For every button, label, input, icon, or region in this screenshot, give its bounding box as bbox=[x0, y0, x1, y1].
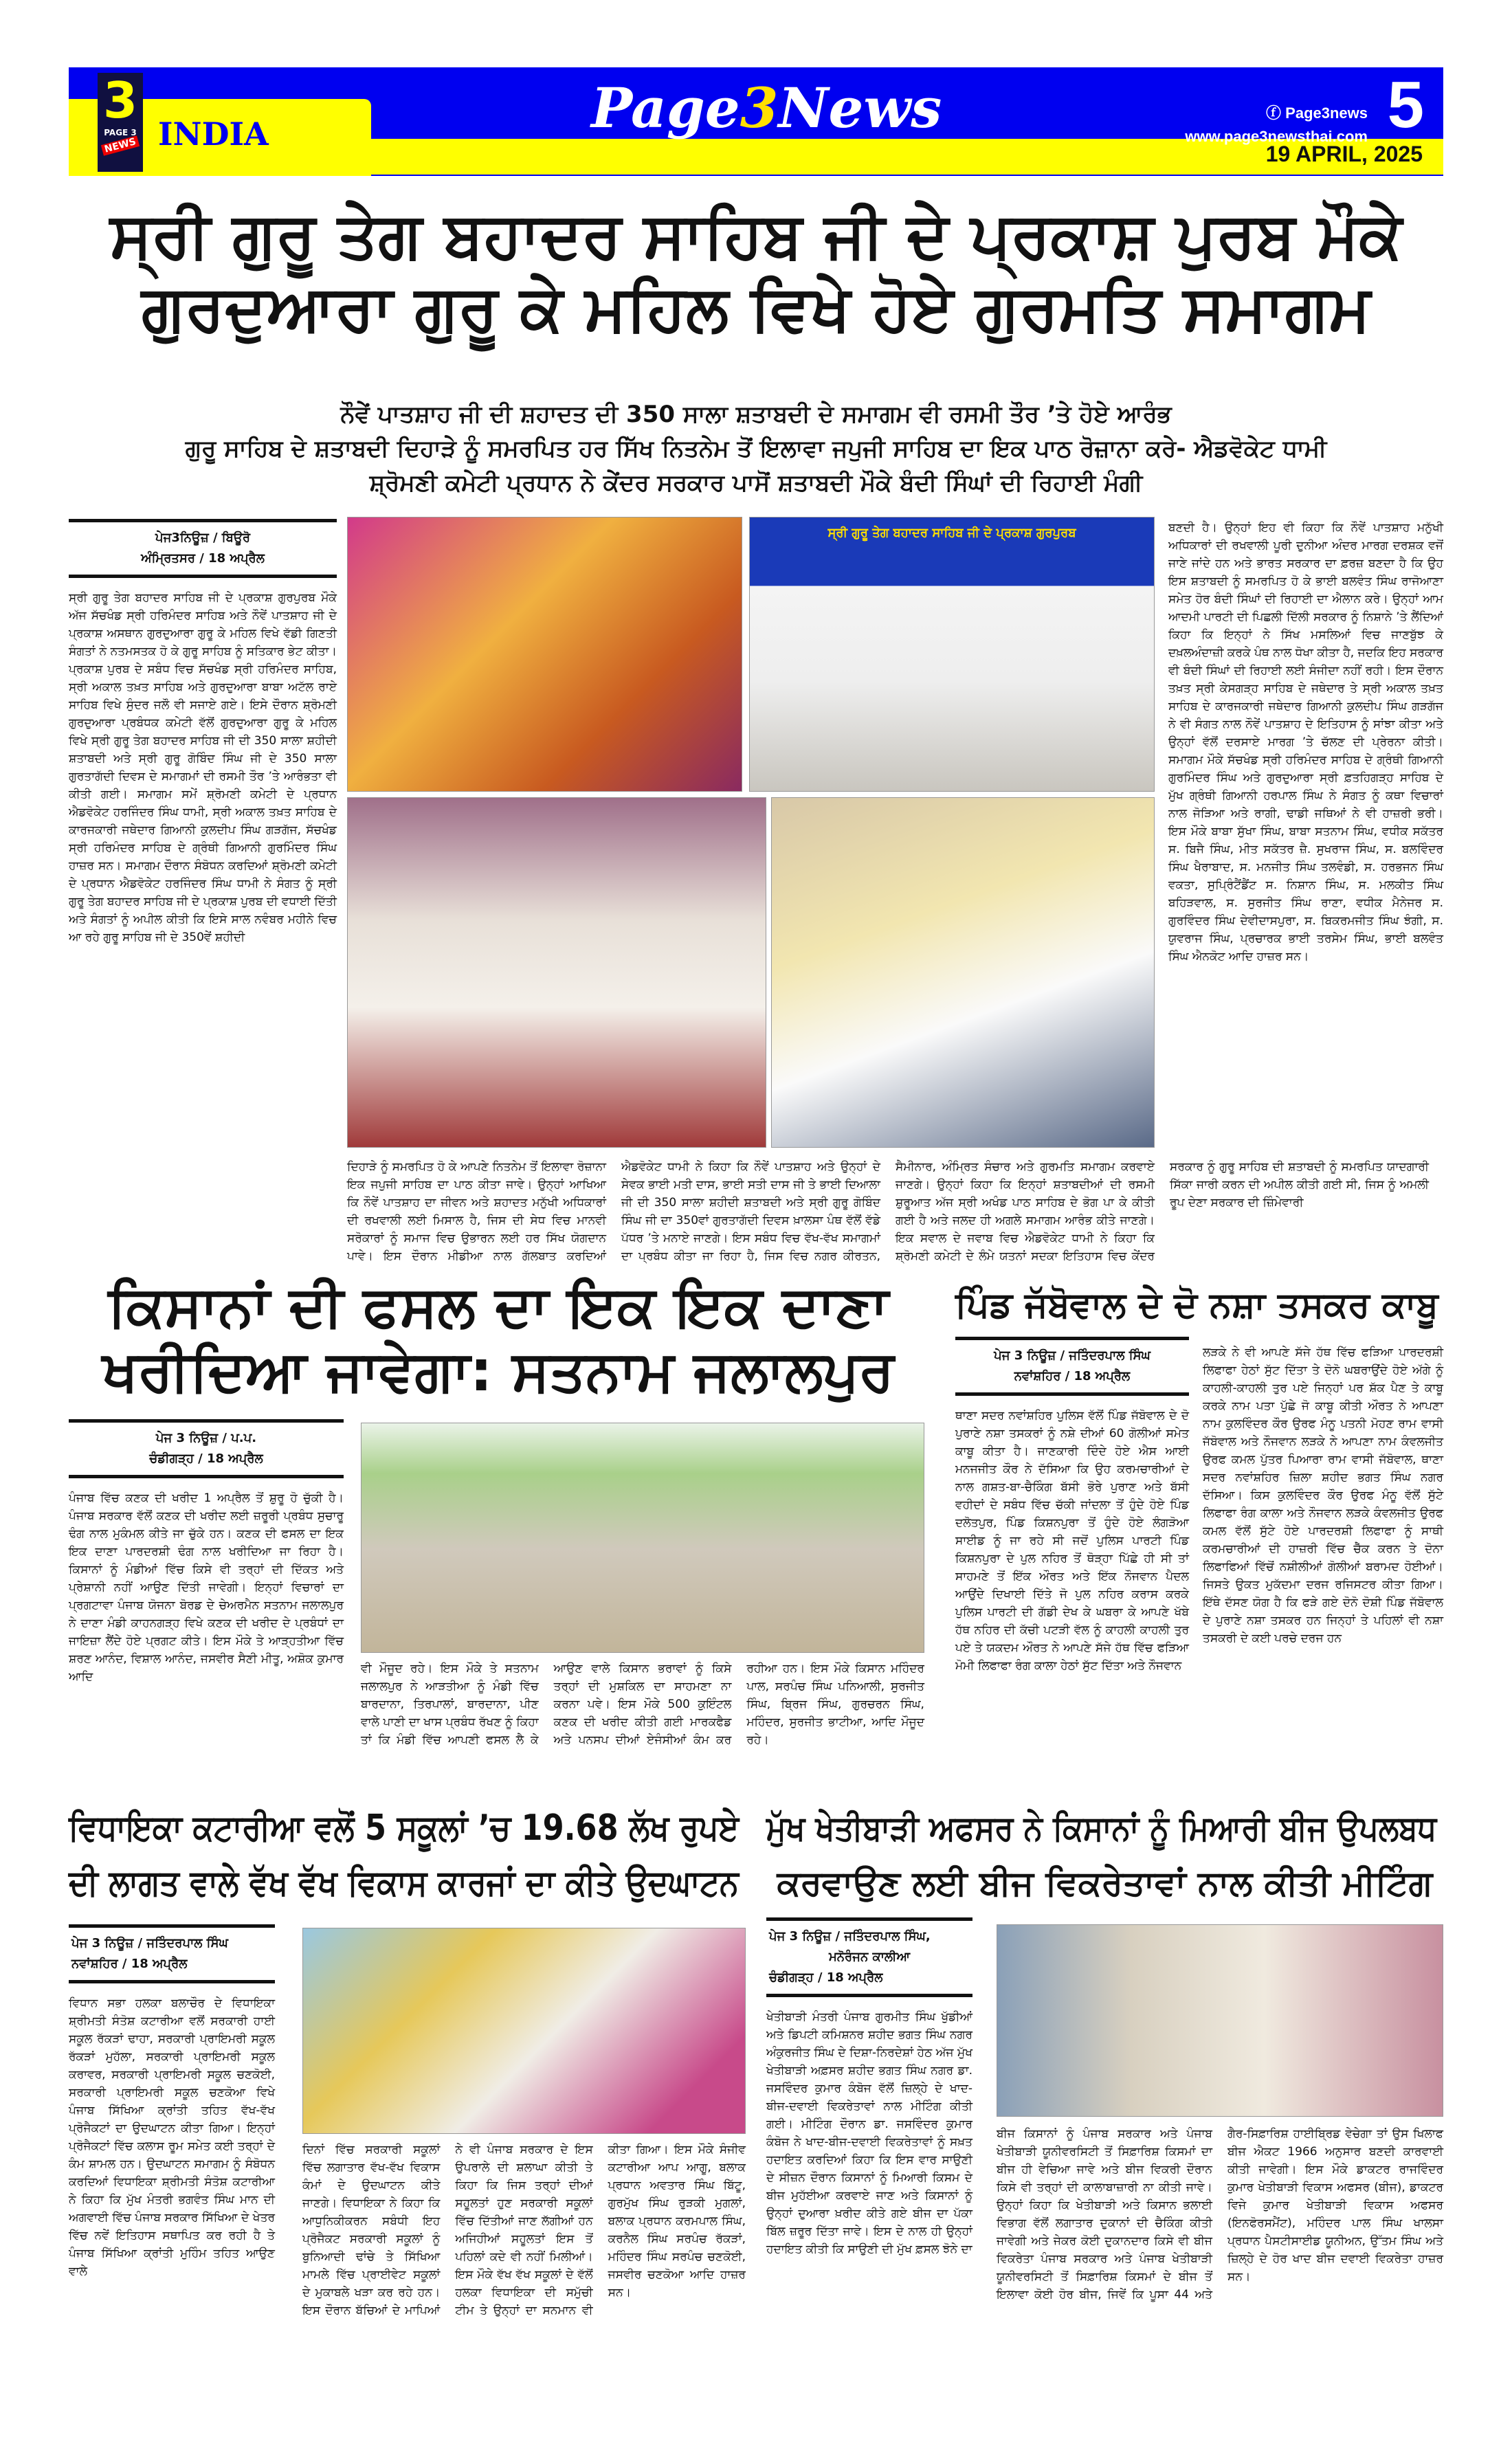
brand-b: News bbox=[778, 76, 942, 140]
lead-subhead: ਗੁਰੂ ਸਾਹਿਬ ਦੇ ਸ਼ਤਾਬਦੀ ਦਿਹਾੜੇ ਨੂੰ ਸਮਰਪਿਤ ਹਰ ਸਿੱਖ ਨਿਤਨੇਮ ਤੋਂ ਇਲਾਵਾ ਜਪੁਜੀ ਸਾਹਿਬ ਦਾ ਇਕ ਪਾਠ ਰੋਜ਼ਾਨਾ ਕਰੇ- ਐਡਵੋਕੇਟ ਧਾਮੀ bbox=[185, 435, 1327, 463]
beej-left-column bbox=[766, 1917, 972, 2383]
nasha-body-right: ਲੜਕੇ ਨੇ ਵੀ ਆਪਣੇ ਸੱਜੇ ਹੱਥ ਵਿੱਚ ਫੜਿਆ ਪਾਰਦਰਸ਼ੀ ਲਿਫਾਫਾ ਹੇਠਾਂ ਸੁੱਟ ਦਿੱਤਾ ਤੇ ਦੋਨੋ ਘਬਰਾਉਂਦੇ ਹੋਏ ਅੱਗੇ ਨੂੰ ਕਾਹਲੀ-ਕਾਹਲੀ ਤੁਰ ਪਏ ਜਿਨ੍ਹਾਂ ਪਰ ਸ਼ੱਕ ਪੈਣ ਤੇ ਕਾਬੂ ਕਰਕੇ ਨਾਮ ਪਤਾ ਪੁੱਛੇ ਜੋ ਕਾਬੂ ਕੀਤੀ ਔਰਤ ਨੇ ਆਪਣਾ ਨਾਮ ਕੁਲਵਿੰਦਰ ਕੌਰ ਉਰਫ ਮੰਨੂ ਪਤਨੀ ਮੋਹਣ ਰਾਮ ਵਾਸੀ ਜੱਬੋਵਾਲ ਅਤੇ ਨੌਜਵਾਨ ਲੜਕੇ ਨੇ ਆਪਣਾ ਨਾਮ ਕੰਵਲਜੀਤ ਉਰਫ ਕਮਲ ਪੁੱਤਰ ਪਿਆਰਾ ਰਾਮ ਵਾਸੀ ਜੱਬੋਵਾਲ, ਥਾਣਾ ਸਦਰ ਨਵਾਂਸ਼ਹਿਰ ਜ਼ਿਲਾ ਸ਼ਹੀਦ ਭਗਤ ਸਿੰਘ ਨਗਰ ਦੱਸਿਆ। ਕਿਸ ਕੁਲਵਿੰਦਰ ਕੌਰ ਉਰਫ ਮੰਨੂ ਵੱਲੋਂ ਸੁੱਟੇ ਲਿਫਾਫਾ ਰੰਗ ਕਾਲਾ ਅਤੇ ਨੌਜਵਾਨ ਲੜਕੇ ਕੰਵਲਜੀਤ ਉਰਫ ਕਮਲ ਵੱਲੋਂ ਸੁੱਟੇ ਹੋਏ ਪਾਰਦਰਸ਼ੀ ਲਿਫਾਫਾ ਨੂੰ ਸਾਥੀ ਕਰਮਚਾਰੀਆਂ ਦੀ ਹਾਜ਼ਰੀ ਵਿੱਚ ਚੈੱਕ ਕਰਨ ਤੇ ਦੋਨਾ ਲਿਫਾਫਿਆਂ ਵਿੱਚੋਂ ਨਸ਼ੀਲੀਆਂ ਗੋਲੀਆਂ ਬਰਾਮਦ ਹੋਈਆਂ। ਜਿਸਤੇ ਉਕਤ ਮੁਕੱਦਮਾ ਦਰਜ ਰਜਿਸਟਰ ਕੀਤਾ ਗਿਆ। ਇੱਥੇ ਦੱਸਣ ਯੋਗ ਹੈ ਕਿ ਫੜੇ ਗਏ ਦੋਨੋ ਦੋਸ਼ੀ ਪਿੰਡ ਜੱਬੋਵਾਲ ਦੇ ਪੁਰਾਣੇ ਨਸ਼ਾ ਤਸਕਰ ਹਨ ਜਿਨ੍ਹਾਂ ਤੇ ਪਹਿਲਾਂ ਵੀ ਨਸ਼ਾ ਤਸਕਰੀ ਦੇ ਕਈ ਪਰਚੇ ਦਰਜ ਹਨ bbox=[1203, 1346, 1443, 1645]
lead-headline bbox=[69, 199, 1443, 345]
brand-a: Page bbox=[591, 76, 740, 140]
facebook-text: Page3news bbox=[1285, 104, 1368, 122]
beej-headline-line2: ਕਰਵਾਉਣ ਲਈ ਬੀਜ ਵਿਕਰੇਤਾਵਾਂ ਨਾਲ ਕੀਤੀ ਮੀਟਿੰਗ bbox=[777, 1863, 1433, 1903]
vidhaika-body-left: ਵਿਧਾਨ ਸਭਾ ਹਲਕਾ ਬਲਾਚੌਰ ਦੇ ਵਿਧਾਇਕਾ ਸ਼੍ਰੀਮਤੀ ਸੰਤੋਸ਼ ਕਟਾਰੀਆ ਵਲੋਂ ਸਰਕਾਰੀ ਹਾਈ ਸਕੂਲ ਰੱਕੜਾਂ ਢਾਹਾ, ਸਰਕਾਰੀ ਪ੍ਰਾਇਮਰੀ ਸਕੂਲ ਰੱਕੜਾਂ ਮੁਹੱਲਾ, ਸਰਕਾਰੀ ਪ੍ਰਾਇਮਰੀ ਸਕੂਲ ਕਰਾਵਰ, ਸਰਕਾਰੀ ਪ੍ਰਾਇਮਰੀ ਸਕੂਲ ਚਣਕੋਈ, ਸਰਕਾਰੀ ਪ੍ਰਾਇਮਰੀ ਸਕੂਲ ਚਣਕੋਆ ਵਿਖੇ ਪੰਜਾਬ ਸਿੱਖਿਆ ਕ੍ਰਾਂਤੀ ਤਹਿਤ ਵੱਖ-ਵੱਖ ਪ੍ਰੋਜੈਕਟਾਂ ਦਾ ਉਦਘਾਟਨ ਕੀਤਾ ਗਿਆ। ਇਨ੍ਹਾਂ ਪ੍ਰੋਜੈਕਟਾਂ ਵਿੱਚ ਕਲਾਸ ਰੂਮ ਸਮੇਤ ਕਈ ਤਰ੍ਹਾਂ ਦੇ ਕੰਮ ਸ਼ਾਮਲ ਹਨ। ਉਦਘਾਟਨ ਸਮਾਗਮ ਨੂੰ ਸੰਬੋਧਨ ਕਰਦਿਆਂ ਵਿਧਾਇਕਾ ਸ਼੍ਰੀਮਤੀ ਸੰਤੋਸ਼ ਕਟਾਰੀਆ ਨੇ ਕਿਹਾ ਕਿ ਮੁੱਖ ਮੰਤਰੀ ਭਗਵੰਤ ਸਿੰਘ ਮਾਨ ਦੀ ਅਗਵਾਈ ਵਿੱਚ ਪੰਜਾਬ ਸਰਕਾਰ ਸਿੱਖਿਆ ਦੇ ਖੇਤਰ ਵਿੱਚ ਨਵੇਂ ਇਤਿਹਾਸ ਸਥਾਪਿਤ ਕਰ ਰਹੀ ਹੈ ਤੇ ਪੰਜਾਬ ਸਿੱਖਿਆ ਕ੍ਰਾਂਤੀ ਮੁਹਿੰਮ ਤਹਿਤ ਆਉਣ ਵਾਲੇ bbox=[69, 1996, 275, 2278]
vidhaika-headline-line1: ਵਿਧਾਇਕਾ ਕਟਾਰੀਆ ਵਲੋਂ 5 ਸਕੂਲਾਂ ’ਚ 19.68 ਲੱਖ ਰੁਪਏ bbox=[69, 1807, 740, 1849]
beej-byline bbox=[766, 1917, 972, 1997]
byline-agency: ਪੇਜ 3 ਨਿਊਜ਼ / ਜਤਿੰਦਰਪਾਲ ਸਿੰਘ bbox=[994, 1348, 1150, 1363]
byline-dateline: ਚੰਡੀਗੜ੍ਹ / 18 ਅਪ੍ਰੈਲ bbox=[149, 1451, 263, 1466]
logo-text: PAGE 3 bbox=[104, 128, 137, 137]
masthead bbox=[69, 67, 1443, 176]
vidhaika-headline bbox=[69, 1801, 746, 1911]
beej-body-left: ਖੇਤੀਬਾੜੀ ਮੰਤਰੀ ਪੰਜਾਬ ਗੁਰਮੀਤ ਸਿੰਘ ਖੁੱਡੀਆਂ ਅਤੇ ਡਿਪਟੀ ਕਮਿਸ਼ਨਰ ਸ਼ਹੀਦ ਭਗਤ ਸਿੰਘ ਨਗਰ ਅੰਕੁਰਜੀਤ ਸਿੰਘ ਦੇ ਦਿਸ਼ਾ-ਨਿਰਦੇਸ਼ਾਂ ਹੇਠ ਅੱਜ ਮੁੱਖ ਖੇਤੀਬਾੜੀ ਅਫ਼ਸਰ ਸ਼ਹੀਦ ਭਗਤ ਸਿੰਘ ਨਗਰ ਡਾ. ਜਸਵਿੰਦਰ ਕੁਮਾਰ ਕੰਬੋਜ ਵੱਲੋਂ ਜ਼ਿਲ੍ਹੇ ਦੇ ਖਾਦ-ਬੀਜ-ਦਵਾਈ ਵਿਕਰੇਤਾਵਾਂ ਨਾਲ ਮੀਟਿੰਗ ਕੀਤੀ ਗਈ। ਮੀਟਿੰਗ ਦੌਰਾਨ ਡਾ. ਜਸਵਿੰਦਰ ਕੁਮਾਰ ਕੰਬੋਜ ਨੇ ਖਾਦ-ਬੀਜ-ਦਵਾਈ ਵਿਕਰੇਤਾਵਾਂ ਨੂੰ ਸਖ਼ਤ ਹਦਾਇਤ ਕਰਦਿਆਂ ਕਿਹਾ ਕਿ ਇਸ ਵਾਰ ਸਾਉਣੀ ਦੇ ਸੀਜ਼ਨ ਦੌਰਾਨ ਕਿਸਾਨਾਂ ਨੂੰ ਮਿਆਰੀ ਕਿਸਮ ਦੇ ਬੀਜ ਮੁਹੱਈਆ ਕਰਵਾਏ ਜਾਣ ਅਤੇ ਕਿਸਾਨਾਂ ਨੂੰ ਉਨ੍ਹਾਂ ਦੁਆਰਾ ਖ਼ਰੀਦ ਕੀਤੇ ਗਏ ਬੀਜ ਦਾ ਪੱਕਾ ਬਿੱਲ ਜ਼ਰੂਰ ਦਿੱਤਾ ਜਾਵੇ। ਇਸ ਦੇ ਨਾਲ ਹੀ ਉਨ੍ਹਾਂ ਹਦਾਇਤ ਕੀਤੀ ਕਿ ਸਾਉਣੀ ਦੀ ਮੁੱਖ ਫ਼ਸਲ ਝੋਨੇ ਦਾ bbox=[766, 2010, 972, 2256]
lead-headline-line1: ਸ੍ਰੀ ਗੁਰੂ ਤੇਗ ਬਹਾਦਰ ਸਾਹਿਬ ਜੀ ਦੇ ਪ੍ਰਕਾਸ਼ ਪੁਰਬ ਮੌਕੇ bbox=[110, 199, 1402, 272]
byline-dateline: ਅੰਮ੍ਰਿਤਸਰ / 18 ਅਪ੍ਰੈਲ bbox=[141, 551, 265, 566]
beej-body-below: ਬੀਜ ਕਿਸਾਨਾਂ ਨੂੰ ਪੰਜਾਬ ਸਰਕਾਰ ਅਤੇ ਪੰਜਾਬ ਖੇਤੀਬਾੜੀ ਯੂਨੀਵਰਸਿਟੀ ਤੋਂ ਸਿਫ਼ਾਰਿਸ਼ ਕਿਸਮਾਂ ਦਾ ਬੀਜ ਹੀ ਵੇਚਿਆ ਜਾਵੇ ਅਤੇ ਬੀਜ ਵਿਕਰੀ ਦੌਰਾਨ ਕਿਸੇ ਵੀ ਤਰ੍ਹਾਂ ਦੀ ਕਾਲਾਬਾਜ਼ਾਰੀ ਨਾ ਕੀਤੀ ਜਾਵੇ। ਉਨ੍ਹਾਂ ਕਿਹਾ ਕਿ ਖੇਤੀਬਾੜੀ ਅਤੇ ਕਿਸਾਨ ਭਲਾਈ ਵਿਭਾਗ ਵੱਲੋਂ ਲਗਾਤਾਰ ਦੁਕਾਨਾਂ ਦੀ ਚੈਕਿੰਗ ਕੀਤੀ ਜਾਵੇਗੀ ਅਤੇ ਜੇਕਰ ਕੋਈ ਦੁਕਾਨਦਾਰ ਕਿਸੇ ਵੀ ਬੀਜ ਵਿਕਰੇਤਾ ਪੰਜਾਬ ਸਰਕਾਰ ਅਤੇ ਪੰਜਾਬ ਖੇਤੀਬਾੜੀ ਯੂਨੀਵਰਸਿਟੀ ਤੋਂ ਸਿਫ਼ਾਰਿਸ਼ ਕਿਸਮਾਂ ਦੇ ਬੀਜ ਤੋਂ ਇਲਾਵਾ ਕੋਈ ਹੋਰ ਬੀਜ, ਜਿਵੇਂ ਕਿ ਪੂਸਾ 44 ਅਤੇ ਗੈਰ-ਸਿਫ਼ਾਰਿਸ਼ ਹਾਈਬ੍ਰਿਡ ਵੇਚੇਗਾ ਤਾਂ ਉਸ ਖਿਲਾਫ ਬੀਜ ਐਕਟ 1966 ਅਨੁਸਾਰ ਬਣਦੀ ਕਾਰਵਾਈ ਕੀਤੀ ਜਾਵੇਗੀ। ਇਸ ਮੌਕੇ ਡਾਕਟਰ ਰਾਜਵਿੰਦਰ ਕੁਮਾਰ ਖੇਤੀਬਾੜੀ ਵਿਕਾਸ ਅਫਸਰ (ਬੀਜ), ਡਾਕਟਰ ਵਿਜੇ ਕੁਮਾਰ ਖੇਤੀਬਾੜੀ ਵਿਕਾਸ ਅਫਸਰ (ਇਨਫੋਰਸਮੈਂਟ), ਮਹਿੰਦਰ ਪਾਲ ਸਿੰਘ ਖਾਲਸਾ ਪ੍ਰਧਾਨ ਪੈਸਟੀਸਾਈਡ ਯੂਨੀਅਨ, ਉੱਤਮ ਸਿੰਘ ਅਤੇ ਜ਼ਿਲ੍ਹੇ ਦੇ ਹੋਰ ਖਾਦ ਬੀਜ ਦਵਾਈ ਵਿਕਰੇਤਾ ਹਾਜ਼ਰ ਸਨ। bbox=[997, 2127, 1443, 2302]
lead-byline bbox=[69, 519, 337, 578]
lead-body-right: ਬਣਦੀ ਹੈ। ਉਨ੍ਹਾਂ ਇਹ ਵੀ ਕਿਹਾ ਕਿ ਨੌਵੇਂ ਪਾਤਸ਼ਾਹ ਮਨੁੱਖੀ ਅਧਿਕਾਰਾਂ ਦੀ ਰਖਵਾਲੀ ਪੂਰੀ ਦੁਨੀਆ ਅੰਦਰ ਮਾਰਗ ਦਰਸ਼ਕ ਵਜੋਂ ਜਾਣੇ ਜਾਂਦੇ ਹਨ ਅਤੇ ਭਾਰਤ ਸਰਕਾਰ ਦਾ ਫ਼ਰਜ਼ ਬਣਦਾ ਹੈ ਕਿ ਉਹ ਇਸ ਸ਼ਤਾਬਦੀ ਨੂੰ ਸਮਰਪਿਤ ਹੋ ਕੇ ਭਾਈ ਬਲਵੰਤ ਸਿੰਘ ਰਾਜੋਆਣਾ ਸਮੇਤ ਹੋਰ ਬੰਦੀ ਸਿੰਘਾਂ ਦੀ ਰਿਹਾਈ ਦਾ ਐਲਾਨ ਕਰੇ। ਉਨ੍ਹਾਂ ਆਮ ਆਦਮੀ ਪਾਰਟੀ ਦੀ ਪਿਛਲੀ ਦਿੱਲੀ ਸਰਕਾਰ ਨੂੰ ਨਿਸ਼ਾਨੇ ’ਤੇ ਲੈਂਦਿਆਂ ਕਿਹਾ ਕਿ ਇਨ੍ਹਾਂ ਨੇ ਸਿੱਖ ਮਸਲਿਆਂ ਵਿਚ ਜਾਣਬੁੱਝ ਕੇ ਦਖ਼ਲਅੰਦਾਜ਼ੀ ਕਰਕੇ ਪੰਥ ਨਾਲ ਧੋਖਾ ਕੀਤਾ ਹੈ, ਜਦਕਿ ਇਹ ਸਰਕਾਰ ਵੀ ਬੰਦੀ ਸਿੰਘਾਂ ਦੀ ਰਿਹਾਈ ਲਈ ਸੰਜੀਦਾ ਨਹੀਂ ਰਹੀ। ਇਸ ਦੌਰਾਨ ਤਖ਼ਤ ਸ੍ਰੀ ਕੇਸਗੜ੍ਹ ਸਾਹਿਬ ਦੇ ਜਥੇਦਾਰ ਤੇ ਸ੍ਰੀ ਅਕਾਲ ਤਖ਼ਤ ਸਾਹਿਬ ਦੇ ਕਾਰਜਕਾਰੀ ਜਥੇਦਾਰ ਗਿਆਨੀ ਕੁਲਦੀਪ ਸਿੰਘ ਗੜਗੱਜ ਨੇ ਵੀ ਸੰਗਤ ਨਾਲ ਨੌਵੇਂ ਪਾਤਸ਼ਾਹ ਦੇ ਇਤਿਹਾਸ ਨੂੰ ਸਾਂਝਾ ਕੀਤਾ ਅਤੇ ਉਨ੍ਹਾਂ ਵੱਲੋਂ ਦਰਸਾਏ ਮਾਰਗ ’ਤੇ ਚੱਲਣ ਦੀ ਪ੍ਰੇਰਨਾ ਕੀਤੀ। ਸਮਾਗਮ ਮੌਕੇ ਸੱਚਖੰਡ ਸ੍ਰੀ ਹਰਿਮੰਦਰ ਸਾਹਿਬ ਦੇ ਗ੍ਰੰਥੀ ਗਿਆਨੀ ਗੁਰਮਿੰਦਰ ਸਿੰਘ ਅਤੇ ਗੁਰਦੁਆਰਾ ਸ੍ਰੀ ਫ਼ਤਹਿਗੜ੍ਹ ਸਾਹਿਬ ਦੇ ਮੁੱਖ ਗ੍ਰੰਥੀ ਗਿਆਨੀ ਹਰਪਾਲ ਸਿੰਘ ਨੇ ਸੰਗਤ ਨੂੰ ਕਥਾ ਵਿਚਾਰਾਂ ਨਾਲ ਜੋੜਿਆ ਅਤੇ ਰਾਗੀ, ਢਾਡੀ ਜਥਿਆਂ ਨੇ ਵੀ ਹਾਜ਼ਰੀ ਭਰੀ। ਇਸ ਮੌਕੇ ਬਾਬਾ ਸੁੱਖਾ ਸਿੰਘ, ਬਾਬਾ ਸਤਨਾਮ ਸਿੰਘ, ਵਧੀਕ ਸਕੱਤਰ ਸ. ਬਿਜੈ ਸਿੰਘ, ਮੀਤ ਸਕੱਤਰ ਜ਼ੈ. ਸੁਖਰਾਜ ਸਿੰਘ, ਸ. ਬਲਵਿੰਦਰ ਸਿੰਘ ਖੈਰਾਬਾਦ, ਸ. ਮਨਜੀਤ ਸਿੰਘ ਤਲਵੰਡੀ, ਸ. ਹਰਭਜਨ ਸਿੰਘ ਵਕਤਾ, ਸੁਪ੍ਰਿੰਟੈਂਡੈਂਟ ਸ. ਨਿਸ਼ਾਨ ਸਿੰਘ, ਸ. ਮਲਕੀਤ ਸਿੰਘ ਬਹਿੜਵਾਲ, ਸ. ਸੁਰਜੀਤ ਸਿੰਘ ਰਾਣਾ, ਵਧੀਕ ਮੈਨੇਜਰ ਸ. ਗੁਰਵਿੰਦਰ ਸਿੰਘ ਦੇਵੀਦਾਸਪੁਰਾ, ਸ. ਬਿਕਰਮਜੀਤ ਸਿੰਘ ਝੰਗੀ, ਸ. ਯੁਵਰਾਜ ਸਿੰਘ, ਪ੍ਰਚਾਰਕ ਭਾਈ ਤਰਸੇਮ ਸਿੰਘ, ਭਾਈ ਬਲਵੰਤ ਸਿੰਘ ਐਨਕੋਟ ਆਦਿ ਹਾਜ਼ਰ ਸਨ। bbox=[1168, 521, 1443, 964]
logo-number: 3 bbox=[102, 71, 138, 129]
page3-logo bbox=[98, 73, 143, 172]
kisan-byline bbox=[69, 1419, 344, 1478]
photo-school-inauguration bbox=[302, 1928, 746, 2134]
facebook-handle[interactable] bbox=[1266, 102, 1368, 123]
logo-sub: NEWS bbox=[101, 135, 140, 155]
beej-headline-line1: ਮੁੱਖ ਖੇਤੀਬਾੜੀ ਅਫਸਰ ਨੇ ਕਿਸਾਨਾਂ ਨੂੰ ਮਿਆਰੀ ਬੀਜ ਉਪਲਬਧ bbox=[766, 1808, 1437, 1848]
lead-subhead: ਸ਼੍ਰੋਮਣੀ ਕਮੇਟੀ ਪ੍ਰਧਾਨ ਨੇ ਕੇਂਦਰ ਸਰਕਾਰ ਪਾਸੋਂ ਸ਼ਤਾਬਦੀ ਮੌਕੇ ਬੰਦੀ ਸਿੰਘਾਂ ਦੀ ਰਿਹਾਈ ਮੰਗੀ bbox=[369, 469, 1143, 497]
photo-stage-speakers bbox=[749, 517, 1155, 792]
photo-banner-text: ਸ੍ਰੀ ਗੁਰੂ ਤੇਗ ਬਹਾਦਰ ਸਾਹਿਬ ਜੀ ਦੇ ਪ੍ਰਕਾਸ਼ ਗੁਰਪੁਰਬ bbox=[827, 526, 1076, 540]
vidhaika-body-below: ਦਿਨਾਂ ਵਿੱਚ ਸਰਕਾਰੀ ਸਕੂਲਾਂ ਵਿੱਚ ਲਗਾਤਾਰ ਵੱਖ-ਵੱਖ ਵਿਕਾਸ ਕੰਮਾਂ ਦੇ ਉਦਘਾਟਨ ਕੀਤੇ ਜਾਣਗੇ। ਵਿਧਾਇਕਾ ਨੇ ਕਿਹਾ ਕਿ ਆਧੁਨਿਕੀਕਰਨ ਸਬੰਧੀ ਇਹ ਪ੍ਰੋਜੈਕਟ ਸਰਕਾਰੀ ਸਕੂਲਾਂ ਨੂੰ ਬੁਨਿਆਦੀ ਢਾਂਚੇ ਤੇ ਸਿੱਖਿਆ ਮਾਮਲੇ ਵਿੱਚ ਪ੍ਰਾਈਵੇਟ ਸਕੂਲਾਂ ਦੇ ਮੁਕਾਬਲੇ ਖੜਾ ਕਰ ਰਹੇ ਹਨ। ਇਸ ਦੌਰਾਨ ਬੱਚਿਆਂ ਦੇ ਮਾਪਿਆਂ ਨੇ ਵੀ ਪੰਜਾਬ ਸਰਕਾਰ ਦੇ ਇਸ ਉਪਰਾਲੇ ਦੀ ਸ਼ਲਾਘਾ ਕੀਤੀ ਤੇ ਕਿਹਾ ਕਿ ਜਿਸ ਤਰ੍ਹਾਂ ਦੀਆਂ ਸਹੂਲਤਾਂ ਹੁਣ ਸਰਕਾਰੀ ਸਕੂਲਾਂ ਵਿੱਚ ਦਿੱਤੀਆਂ ਜਾਣ ਲੱਗੀਆਂ ਹਨ ਅਜਿਹੀਆਂ ਸਹੂਲਤਾਂ ਇਸ ਤੋਂ ਪਹਿਲਾਂ ਕਦੇ ਵੀ ਨਹੀਂ ਮਿਲੀਆਂ। ਇਸ ਮੌਕੇ ਵੱਖ ਵੱਖ ਸਕੂਲਾਂ ਦੇ ਵੱਲੋਂ ਹਲਕਾ ਵਿਧਾਇਕਾ ਦੀ ਸਮੁੱਚੀ ਟੀਮ ਤੇ ਉਨ੍ਹਾਂ ਦਾ ਸਨਮਾਨ ਵੀ ਕੀਤਾ ਗਿਆ। ਇਸ ਮੌਕੇ ਸੰਜੀਵ ਕਟਾਰੀਆ ਆਪ ਆਗੂ, ਬਲਾਕ ਪ੍ਰਧਾਨ ਅਵਤਾਰ ਸਿੰਘ ਬਿੱਟੂ, ਗੁਰਮੁੱਖ ਸਿੰਘ ਰੁੜਕੀ ਮੁਗਲਾਂ, ਬਲਾਕ ਪ੍ਰਧਾਨ ਕਰਮਪਾਲ ਸਿੰਘ, ਕਰਨੈਲ ਸਿੰਘ ਸਰਪੰਚ ਰੱਕੜਾਂ, ਮਹਿੰਦਰ ਸਿੰਘ ਸਰਪੰਚ ਚਣਕੋਈ, ਜਸਵੀਰ ਚਣਕੋਆ ਆਦਿ ਹਾਜ਼ਰ ਸਨ। bbox=[302, 2143, 746, 2317]
byline-agency: ਪੇਜ 3 ਨਿਊਜ਼ / ਜਤਿੰਦਰਪਾਲ ਸਿੰਘ, bbox=[769, 1929, 931, 1944]
lead-left-column bbox=[69, 519, 337, 1331]
photo-press-media bbox=[771, 797, 1155, 1148]
photo-sangat-gathering bbox=[347, 797, 766, 1148]
brand-number: 3 bbox=[740, 76, 779, 140]
vidhaika-byline bbox=[69, 1924, 275, 1983]
byline-dateline: ਨਵਾਂਸ਼ਹਿਰ / 18 ਅਪ੍ਰੈਲ bbox=[71, 1957, 188, 1971]
nasha-left-column bbox=[955, 1337, 1189, 1764]
byline-dateline: ਨਵਾਂਸ਼ਹਿਰ / 18 ਅਪ੍ਰੈਲ bbox=[1014, 1369, 1131, 1383]
photo-seed-meeting bbox=[997, 1924, 1443, 2117]
byline-agency: ਪੇਜ3ਨਿਊਜ਼ / ਬਿਊਰੋ bbox=[155, 531, 250, 545]
kisan-left-column bbox=[69, 1419, 344, 1775]
vidhaika-left-column bbox=[69, 1924, 275, 2423]
brand-title bbox=[591, 76, 942, 140]
photo-grain-market bbox=[361, 1423, 924, 1653]
section-label: INDIA bbox=[158, 115, 269, 153]
nasha-body-left: ਥਾਣਾ ਸਦਰ ਨਵਾਂਸ਼ਹਿਰ ਪੁਲਿਸ ਵੱਲੋਂ ਪਿੰਡ ਜੱਬੋਵਾਲ ਦੇ ਦੋ ਪੁਰਾਣੇ ਨਸ਼ਾ ਤਸਕਰਾਂ ਨੂੰ ਨਸ਼ੇ ਦੀਆਂ 60 ਗੋਲੀਆਂ ਸਮੇਤ ਕਾਬੂ ਕੀਤਾ ਹੈ। ਜਾਣਕਾਰੀ ਦਿੰਦੇ ਹੋਏ ਐਸ ਆਈ ਮਨਜਜੀਤ ਕੌਰ ਨੇ ਦੱਸਿਆ ਕਿ ਉਹ ਕਰਮਚਾਰੀਆਂ ਦੇ ਨਾਲ ਗਸ਼ਤ-ਬਾ-ਚੈਕਿੰਗ ਬੱਸੀ ਭੋਰੇ ਪੁਰਾਣ ਅਤੇ ਬੱਸੀ ਵਹੀਦਾਂ ਦੇ ਸਬੰਧ ਵਿੱਚ ਚੱਕੀ ਜਾਂਦਲਾ ਤੋਂ ਹੁੰਦੇ ਹੋਏ ਪਿੰਡ ਦਲੋਤਪੁਰ, ਪਿੰਡ ਕਿਸ਼ਨਪੁਰਾ ਤੋਂ ਹੁੰਦੇ ਹੋਏ ਲੰਗੜੋਆ ਸਾਈਡ ਨੂੰ ਜਾ ਰਹੇ ਸੀ ਜਦੋਂ ਪੁਲਿਸ ਪਾਰਟੀ ਪਿੰਡ ਕਿਸ਼ਨਪੁਰਾ ਦੇ ਪੁਲ ਨਹਿਰ ਤੋਂ ਥੋੜ੍ਹਾ ਪਿੱਛੇ ਹੀ ਸੀ ਤਾਂ ਸਾਹਮਣੇ ਤੋਂ ਇੱਕ ਔਰਤ ਅਤੇ ਇੱਕ ਨੌਜਵਾਨ ਪੈਦਲ ਆਉਂਦੇ ਦਿਖਾਈ ਦਿੱਤੇ ਜੋ ਪੁਲ ਨਹਿਰ ਕਰਾਸ ਕਰਕੇ ਪੁਲਿਸ ਪਾਰਟੀ ਦੀ ਗੱਡੀ ਦੇਖ ਕੇ ਘਬਰਾ ਕੇ ਆਪਣੇ ਖੱਬੇ ਹੱਥ ਨਹਿਰ ਦੀ ਕੱਚੀ ਪਟੜੀ ਵੱਲ ਨੂੰ ਕਾਹਲੀ ਕਾਹਲੀ ਤੁਰ ਪਏ ਤੇ ਯਕਦਮ ਔਰਤ ਨੇ ਆਪਣੇ ਸੱਜੇ ਹੱਥ ਵਿੱਚ ਫੜਿਆ ਮੋਮੀ ਲਿਫਾਫਾ ਰੰਗ ਕਾਲਾ ਹੇਠਾਂ ਸੁੱਟ ਦਿੱਤਾ ਅਤੇ ਨੌਜਵਾਨ bbox=[955, 1409, 1189, 1673]
lead-body-below: ਦਿਹਾੜੇ ਨੂੰ ਸਮਰਪਿਤ ਹੋ ਕੇ ਆਪਣੇ ਨਿਤਨੇਮ ਤੋਂ ਇਲਾਵਾ ਰੋਜ਼ਾਨਾ ਇਕ ਜਪੁਜੀ ਸਾਹਿਬ ਦਾ ਪਾਠ ਕੀਤਾ ਜਾਵੇ। ਉਨ੍ਹਾਂ ਆਖਿਆ ਕਿ ਨੌਵੇਂ ਪਾਤਸ਼ਾਹ ਦਾ ਜੀਵਨ ਅਤੇ ਸ਼ਹਾਦਤ ਮਨੁੱਖੀ ਅਧਿਕਾਰਾਂ ਦੀ ਰਖਵਾਲੀ ਲਈ ਮਿਸਾਲ ਹੈ, ਜਿਸ ਦੀ ਸੇਧ ਵਿਚ ਮਾਨਵੀ ਸਰੋਕਾਰਾਂ ਨੂੰ ਸਮਾਜ ਵਿਚ ਉਭਾਰਨ ਲਈ ਹਰ ਸਿੱਖ ਯੋਗਦਾਨ ਪਾਵੇ। ਇਸ ਦੌਰਾਨ ਮੀਡੀਆ ਨਾਲ ਗੱਲਬਾਤ ਕਰਦਿਆਂ ਐਡਵੋਕੇਟ ਧਾਮੀ ਨੇ ਕਿਹਾ ਕਿ ਨੌਵੇਂ ਪਾਤਸ਼ਾਹ ਅਤੇ ਉਨ੍ਹਾਂ ਦੇ ਸੇਵਕ ਭਾਈ ਮਤੀ ਦਾਸ, ਭਾਈ ਸਤੀ ਦਾਸ ਜੀ ਤੇ ਭਾਈ ਦਿਆਲਾ ਜੀ ਦੀ 350 ਸਾਲਾ ਸ਼ਹੀਦੀ ਸ਼ਤਾਬਦੀ ਅਤੇ ਸ੍ਰੀ ਗੁਰੂ ਗੋਬਿੰਦ ਸਿੰਘ ਜੀ ਦਾ 350ਵਾਂ ਗੁਰਤਾਗੱਦੀ ਦਿਵਸ ਖ਼ਾਲਸਾ ਪੰਥ ਵੱਲੋਂ ਵੱਡੇ ਪੱਧਰ ’ਤੇ ਮਨਾਏ ਜਾਣਗੇ। ਇਸ ਸਬੰਧ ਵਿਚ ਵੱਖ-ਵੱਖ ਸਮਾਗਮਾਂ ਦਾ ਪ੍ਰਬੰਧ ਕੀਤਾ ਜਾ ਰਿਹਾ ਹੈ, ਜਿਸ ਵਿਚ ਨਗਰ ਕੀਰਤਨ, ਸੈਮੀਨਾਰ, ਅੰਮ੍ਰਿਤ ਸੰਚਾਰ ਅਤੇ ਗੁਰਮਤਿ ਸਮਾਗਮ ਕਰਵਾਏ ਜਾਣਗੇ। ਉਨ੍ਹਾਂ ਕਿਹਾ ਕਿ ਇਨ੍ਹਾਂ ਸ਼ਤਾਬਦੀਆਂ ਦੀ ਰਸਮੀ ਸ਼ੁਰੂਆਤ ਅੱਜ ਸ੍ਰੀ ਅਖੰਡ ਪਾਠ ਸਾਹਿਬ ਦੇ ਭੋਗ ਪਾ ਕੇ ਕੀਤੀ ਗਈ ਹੈ ਅਤੇ ਜਲਦ ਹੀ ਅਗਲੇ ਸਮਾਗਮ ਆਰੰਭ ਕੀਤੇ ਜਾਣਗੇ। ਇਕ ਸਵਾਲ ਦੇ ਜਵਾਬ ਵਿਚ ਐਡਵੋਕੇਟ ਧਾਮੀ ਨੇ ਕਿਹਾ ਕਿ ਸ਼੍ਰੋਮਣੀ ਕਮੇਟੀ ਦੇ ਲੰਮੇ ਯਤਨਾਂ ਸਦਕਾ ਇਤਿਹਾਸ ਵਿਚ ਕੇਂਦਰ ਸਰਕਾਰ ਨੂੰ ਗੁਰੂ ਸਾਹਿਬ ਦੀ ਸ਼ਤਾਬਦੀ ਨੂੰ ਸਮਰਪਿਤ ਯਾਦਗਾਰੀ ਸਿੱਕਾ ਜਾਰੀ ਕਰਨ ਦੀ ਅਪੀਲ ਕੀਤੀ ਗਈ ਸੀ, ਜਿਸ ਨੂੰ ਅਮਲੀ ਰੂਪ ਦੇਣਾ ਸਰਕਾਰ ਦੀ ਜ਼ਿੰਮੇਵਾਰੀ bbox=[347, 1160, 1429, 1263]
kisan-headline bbox=[69, 1275, 928, 1405]
byline-agency: ਪੇਜ 3 ਨਿਊਜ਼ / ਪ.ਪ. bbox=[155, 1431, 257, 1445]
lead-subhead: ਨੌਵੇਂ ਪਾਤਸ਼ਾਹ ਜੀ ਦੀ ਸ਼ਹਾਦਤ ਦੀ 350 ਸਾਲਾ ਸ਼ਤਾਬਦੀ ਦੇ ਸਮਾਗਮ ਵੀ ਰਸਮੀ ਤੌਰ ’ਤੇ ਹੋਏ ਆਰੰਭ bbox=[340, 401, 1172, 428]
vidhaika-headline-line2: ਦੀ ਲਾਗਤ ਵਾਲੇ ਵੱਖ ਵੱਖ ਵਿਕਾਸ ਕਾਰਜਾਂ ਦਾ ਕੀਤੇ ਉਦਘਾਟਨ bbox=[69, 1862, 739, 1904]
byline-reporter: ਮਨੋਰੰਜਨ ਕਾਲੀਆ bbox=[828, 1950, 911, 1964]
beej-headline bbox=[766, 1801, 1443, 1911]
kisan-headline-line1: ਕਿਸਾਨਾਂ ਦੀ ਫਸਲ ਦਾ ਇਕ ਇਕ ਦਾਣਾ bbox=[108, 1274, 889, 1339]
website-link[interactable]: www.page3newsthai.com bbox=[1185, 128, 1368, 145]
kisan-headline-line2: ਖਰੀਦਿਆ ਜਾਵੇਗਾ: ਸਤਨਾਮ ਜਲਾਲਪੁਰ bbox=[102, 1339, 895, 1405]
lead-body-left: ਸ੍ਰੀ ਗੁਰੂ ਤੇਗ ਬਹਾਦਰ ਸਾਹਿਬ ਜੀ ਦੇ ਪ੍ਰਕਾਸ਼ ਗੁਰਪੁਰਬ ਮੌਕੇ ਅੱਜ ਸੱਚਖੰਡ ਸ੍ਰੀ ਹਰਿਮੰਦਰ ਸਾਹਿਬ ਅਤੇ ਨੌਵੇਂ ਪਾਤਸ਼ਾਹ ਜੀ ਦੇ ਪ੍ਰਕਾਸ਼ ਅਸਥਾਨ ਗੁਰਦੁਆਰਾ ਗੁਰੂ ਕੇ ਮਹਿਲ ਵਿਖੇ ਵੱਡੀ ਗਿਣਤੀ ਸੰਗਤਾਂ ਨੇ ਨਤਮਸਤਕ ਹੋ ਕੇ ਗੁਰੂ ਸਾਹਿਬ ਨੂੰ ਸਤਿਕਾਰ ਭੇਟ ਕੀਤਾ। ਪ੍ਰਕਾਸ਼ ਪੁਰਬ ਦੇ ਸਬੰਧ ਵਿਚ ਸੱਚਖੰਡ ਸ੍ਰੀ ਹਰਿਮੰਦਰ ਸਾਹਿਬ, ਸ੍ਰੀ ਅਕਾਲ ਤਖ਼ਤ ਸਾਹਿਬ ਅਤੇ ਗੁਰਦੁਆਰਾ ਬਾਬਾ ਅਟੱਲ ਰਾਏ ਸਾਹਿਬ ਵਿਖੇ ਸੁੰਦਰ ਜਲੌ ਵੀ ਸਜਾਏ ਗਏ। ਇਸੇ ਦੌਰਾਨ ਸ਼੍ਰੋਮਣੀ ਗੁਰਦੁਆਰਾ ਪ੍ਰਬੰਧਕ ਕਮੇਟੀ ਵੱਲੋਂ ਗੁਰਦੁਆਰਾ ਗੁਰੂ ਕੇ ਮਹਿਲ ਵਿਖੇ ਸ੍ਰੀ ਗੁਰੂ ਤੇਗ ਬਹਾਦਰ ਸਾਹਿਬ ਜੀ ਦੀ 350 ਸਾਲਾ ਸ਼ਹੀਦੀ ਸ਼ਤਾਬਦੀ ਅਤੇ ਸ੍ਰੀ ਗੁਰੂ ਗੋਬਿੰਦ ਸਿੰਘ ਜੀ ਦੇ 350 ਸਾਲਾ ਗੁਰਤਾਗੱਦੀ ਦਿਵਸ ਦੇ ਸਮਾਗਮਾਂ ਦੀ ਰਸਮੀ ਤੌਰ ’ਤੇ ਆਰੰਭਤਾ ਵੀ ਕੀਤੀ ਗਈ। ਸਮਾਗਮ ਸਮੇਂ ਸ਼੍ਰੋਮਣੀ ਕਮੇਟੀ ਦੇ ਪ੍ਰਧਾਨ ਐਡਵੋਕੇਟ ਹਰਜਿੰਦਰ ਸਿੰਘ ਧਾਮੀ, ਸ੍ਰੀ ਅਕਾਲ ਤਖ਼ਤ ਸਾਹਿਬ ਦੇ ਕਾਰਜਕਾਰੀ ਜਥੇਦਾਰ ਗਿਆਨੀ ਕੁਲਦੀਪ ਸਿੰਘ ਗੜਗੱਜ, ਸੱਚਖੰਡ ਸ੍ਰੀ ਹਰਿਮੰਦਰ ਸਾਹਿਬ ਦੇ ਗ੍ਰੰਥੀ ਗਿਆਨੀ ਗੁਰਮਿੰਦਰ ਸਿੰਘ ਹਾਜ਼ਰ ਸਨ। ਸਮਾਗਮ ਦੌਰਾਨ ਸੰਬੋਧਨ ਕਰਦਿਆਂ ਸ਼੍ਰੋਮਣੀ ਕਮੇਟੀ ਦੇ ਪ੍ਰਧਾਨ ਐਡਵੋਕੇਟ ਹਰਜਿੰਦਰ ਸਿੰਘ ਧਾਮੀ ਨੇ ਸੰਗਤ ਨੂੰ ਸ੍ਰੀ ਗੁਰੂ ਤੇਗ ਬਹਾਦਰ ਸਾਹਿਬ ਜੀ ਦੇ ਪ੍ਰਕਾਸ਼ ਪੁਰਬ ਦੀ ਵਧਾਈ ਦਿੱਤੀ ਅਤੇ ਸੰਗਤਾਂ ਨੂੰ ਅਪੀਲ ਕੀਤੀ ਕਿ ਇਸੇ ਸਾਲ ਨਵੰਬਰ ਮਹੀਨੇ ਵਿਚ ਆ ਰਹੇ ਗੁਰੂ ਸਾਹਿਬ ਜੀ ਦੇ 350ਵੇਂ ਸ਼ਹੀਦੀ bbox=[69, 591, 337, 944]
byline-dateline: ਚੰਡੀਗੜ੍ਹ / 18 ਅਪ੍ਰੈਲ bbox=[769, 1970, 883, 1985]
facebook-icon: ⓕ bbox=[1266, 104, 1286, 122]
lead-headline-line2: ਗੁਰਦੁਆਰਾ ਗੁਰੂ ਕੇ ਮਹਿਲ ਵਿਖੇ ਹੋਏ ਗੁਰਮਤਿ ਸਮਾਗਮ bbox=[141, 271, 1371, 345]
byline-agency: ਪੇਜ 3 ਨਿਊਜ਼ / ਜਤਿੰਦਰਪਾਲ ਸਿੰਘ bbox=[71, 1936, 228, 1950]
issue-date: 19 APRIL, 2025 bbox=[1265, 142, 1423, 166]
nasha-headline: ਪਿੰਡ ਜੱਬੋਵਾਲ ਦੇ ਦੋ ਨਸ਼ਾ ਤਸਕਰ ਕਾਬੂ bbox=[955, 1284, 1438, 1326]
kisan-body-left: ਪੰਜਾਬ ਵਿੱਚ ਕਣਕ ਦੀ ਖਰੀਦ 1 ਅਪ੍ਰੈਲ ਤੋਂ ਸ਼ੁਰੂ ਹੋ ਚੁੱਕੀ ਹੈ। ਪੰਜਾਬ ਸਰਕਾਰ ਵੱਲੋਂ ਕਣਕ ਦੀ ਖਰੀਦ ਲਈ ਜ਼ਰੂਰੀ ਪ੍ਰਬੰਧ ਸੁਚਾਰੂ ਢੰਗ ਨਾਲ ਮੁਕੰਮਲ ਕੀਤੇ ਜਾ ਚੁੱਕੇ ਹਨ। ਕਣਕ ਦੀ ਫਸਲ ਦਾ ਇਕ ਇਕ ਦਾਣਾ ਪਾਰਦਰਸ਼ੀ ਢੰਗ ਨਾਲ ਖਰੀਦਿਆ ਜਾ ਰਿਹਾ ਹੈ। ਕਿਸਾਨਾਂ ਨੂੰ ਮੰਡੀਆਂ ਵਿੱਚ ਕਿਸੇ ਵੀ ਤਰ੍ਹਾਂ ਦੀ ਦਿੱਕਤ ਅਤੇ ਪ੍ਰੇਸ਼ਾਨੀ ਨਹੀਂ ਆਉਣ ਦਿੱਤੀ ਜਾਵੇਗੀ। ਇਨ੍ਹਾਂ ਵਿਚਾਰਾਂ ਦਾ ਪ੍ਰਗਟਾਵਾ ਪੰਜਾਬ ਯੋਜਨਾ ਬੋਰਡ ਦੇ ਚੇਅਰਮੈਨ ਸਤਨਾਮ ਜਲਾਲਪੁਰ ਨੇ ਦਾਣਾ ਮੰਡੀ ਕਾਹਨਗੜ੍ਹ ਵਿਖੇ ਕਣਕ ਦੀ ਖਰੀਦ ਦੇ ਪ੍ਰਬੰਧਾਂ ਦਾ ਜਾਇਜ਼ਾ ਲੈਂਦੇ ਹੋਏ ਪ੍ਰਗਟ ਕੀਤੇ। ਇਸ ਮੌਕੇ ਤੇ ਆੜ੍ਹਤੀਆ ਵਿੱਚ ਸ਼ਰਣ ਆਨੰਦ, ਵਿਸ਼ਾਲ ਆਨੰਦ, ਜਸਵੀਰ ਸੈਣੀ ਮੀਤੂ, ਅਸ਼ੋਕ ਕੁਮਾਰ ਆਦਿ bbox=[69, 1491, 344, 1684]
kisan-body-below: ਵੀ ਮੌਜੂਦ ਰਹੇ। ਇਸ ਮੌਕੇ ਤੇ ਸਤਨਾਮ ਜਲਾਲਪੁਰ ਨੇ ਆੜਤੀਆ ਨੂੰ ਮੰਡੀ ਵਿੱਚ ਬਾਰਦਾਨਾ, ਤਿਰਪਾਲਾਂ, ਬਾਰਦਾਨਾ, ਪੀਣ ਵਾਲੇ ਪਾਣੀ ਦਾ ਖਾਸ ਪ੍ਰਬੰਧ ਰੱਖਣ ਨੂੰ ਕਿਹਾ ਤਾਂ ਕਿ ਮੰਡੀ ਵਿੱਚ ਆਪਣੀ ਫਸਲ ਲੈ ਕੇ ਆਉਣ ਵਾਲੇ ਕਿਸਾਨ ਭਰਾਵਾਂ ਨੂੰ ਕਿਸੇ ਤਰ੍ਹਾਂ ਦੀ ਮੁਸ਼ਕਿਲ ਦਾ ਸਾਹਮਣਾ ਨਾ ਕਰਨਾ ਪਵੇ। ਇਸ ਮੌਕੇ 500 ਕੁਇੰਟਲ ਕਣਕ ਦੀ ਖਰੀਦ ਕੀਤੀ ਗਈ ਮਾਰਕਫੈਡ ਅਤੇ ਪਨਸਪ ਦੀਆਂ ਏਜੰਸੀਆਂ ਕੰਮ ਕਰ ਰਹੀਆ ਹਨ। ਇਸ ਮੌਕੇ ਕਿਸਾਨ ਮਹਿੰਦਰ ਪਾਲ, ਸਰਪੰਚ ਸਿੰਘ ਪਨਿਆਲੀ, ਸੁਰਜੀਤ ਸਿੰਘ, ਬ੍ਰਿਜ ਸਿੰਘ, ਗੁਰਚਰਨ ਸਿੰਘ, ਮਹਿੰਦਰ, ਸੁਰਜੀਤ ਭਾਟੀਆ, ਆਦਿ ਮੌਜੂਦ ਰਹੇ। bbox=[361, 1662, 924, 1747]
nasha-byline bbox=[955, 1337, 1189, 1396]
page-number: 5 bbox=[1387, 68, 1424, 142]
photo-darbar-decoration bbox=[347, 517, 742, 792]
lead-subheads bbox=[69, 397, 1443, 500]
